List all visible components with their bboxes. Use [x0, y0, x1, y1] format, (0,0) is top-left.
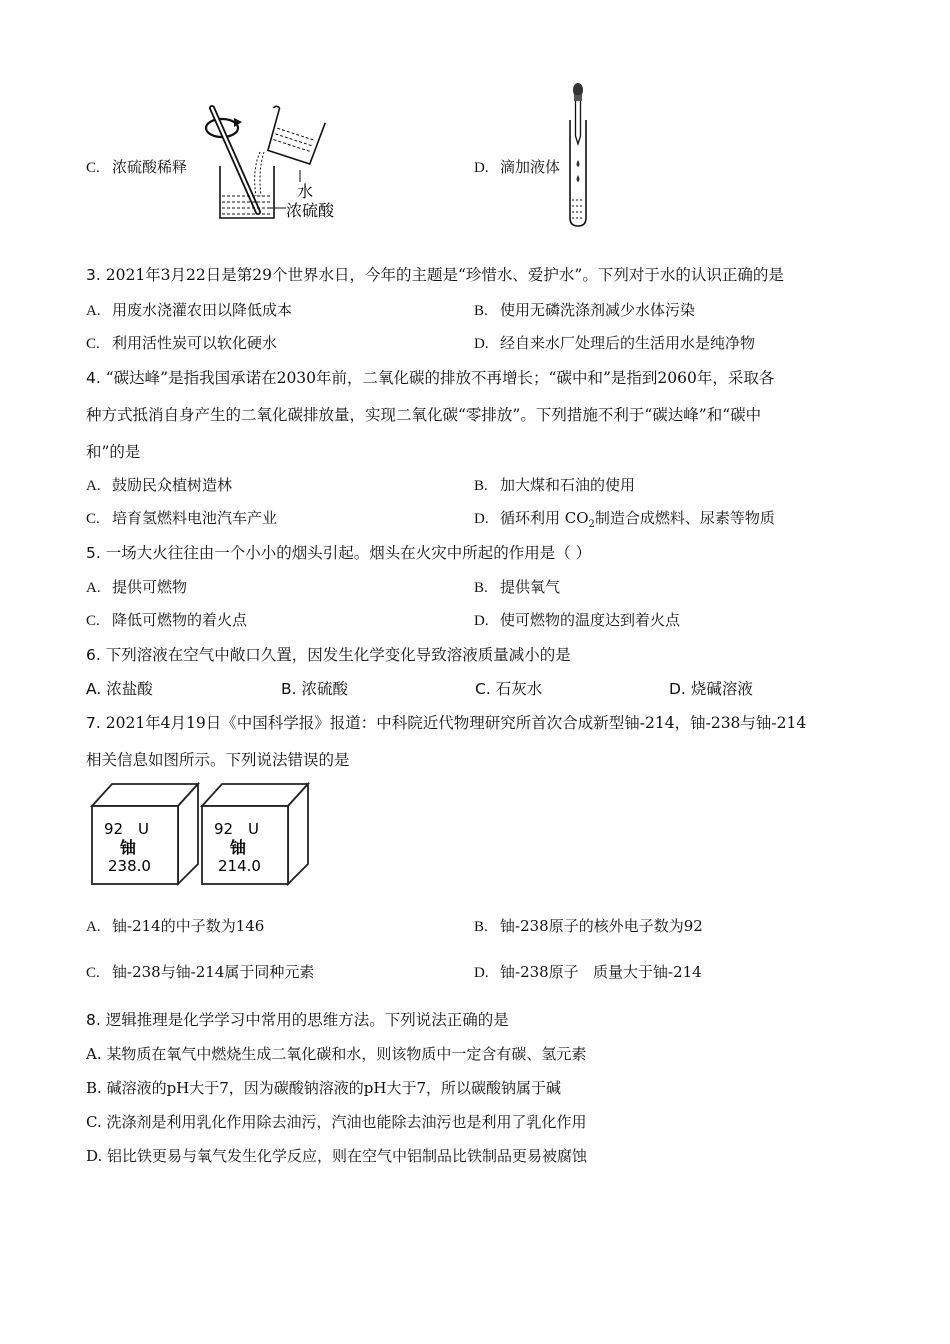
option-label: A.: [86, 919, 101, 935]
atomic-mass: 238.0: [108, 857, 151, 875]
q6-option-a[interactable]: [86, 677, 153, 699]
option-text: 使可燃物的温度达到着火点: [500, 611, 681, 629]
pouring-beaker: [260, 105, 325, 164]
option-text: 铝比铁更易与氧气发生化学反应，则在空气中铝制品比铁制品更易被腐蚀: [107, 1147, 588, 1165]
q7-stem-line-2: 相关信息如图所示。下列说法错误的是: [86, 751, 350, 769]
q4-stem-line-2: 种方式抵消自身产生的二氧化碳排放量，实现二氧化碳“零排放”。下列措施不利于“碳达峰”和“碳中: [86, 406, 762, 424]
option-label: C.: [475, 680, 491, 698]
q2-option-c: [86, 156, 187, 177]
q4-option-c[interactable]: [86, 507, 277, 528]
option-text: 培育氢燃料电池汽车产业: [112, 509, 278, 527]
atomic-number: 92: [104, 820, 124, 838]
q7-option-d[interactable]: [474, 961, 702, 982]
dropper-figure: [560, 78, 600, 230]
option-label: B.: [474, 478, 488, 494]
option-text: 铀-214的中子数为146: [112, 917, 265, 935]
question-number: 6.: [86, 646, 101, 664]
q4-option-b[interactable]: [474, 474, 635, 495]
q6-option-d[interactable]: [669, 677, 753, 699]
option-label: B.: [86, 1079, 102, 1097]
question-number: 7.: [86, 714, 101, 732]
q4-option-d[interactable]: [474, 507, 775, 530]
option-text: 浓硫酸: [301, 680, 349, 698]
q3-option-b[interactable]: [474, 299, 695, 320]
element-symbol: U: [248, 820, 259, 838]
element-card-u238: [92, 784, 198, 884]
option-text: 加大煤和石油的使用: [500, 476, 636, 494]
option-text: 提供可燃物: [112, 578, 188, 596]
option-text: 铀-238原子 质量大于铀-214: [500, 963, 702, 981]
q8-option-d[interactable]: [86, 1145, 587, 1166]
water-label: 水: [297, 182, 314, 201]
option-label: B.: [474, 919, 488, 935]
option-label: D.: [474, 511, 489, 527]
dropper-bulb: [573, 83, 583, 97]
option-text: 循环利用 CO: [500, 509, 589, 527]
option-label: A.: [86, 1045, 102, 1063]
option-label: D.: [474, 965, 489, 981]
atomic-number: 92: [214, 820, 234, 838]
question-number: 5.: [86, 544, 101, 562]
question-text: 2021年3月22日是第29个世界水日，今年的主题是“珍惜水、爱护水”。下列对于水的认识正确的是: [105, 266, 784, 284]
option-label: A.: [86, 303, 101, 319]
option-label: C.: [86, 1113, 102, 1131]
option-label: B.: [474, 303, 488, 319]
option-text: 铀-238原子的核外电子数为92: [500, 917, 703, 935]
q6-stem: [86, 643, 571, 665]
q3-option-c[interactable]: [86, 332, 277, 353]
q5-option-a[interactable]: [86, 576, 187, 597]
acid-label: 浓硫酸: [286, 201, 335, 220]
option-text: 经自来水厂处理后的生活用水是纯净物: [500, 334, 756, 352]
option-text-rest: 制造合成燃料、尿素等物质: [594, 509, 775, 527]
question-text: 下列溶液在空气中敞口久置，因发生化学变化导致溶液质量减小的是: [105, 646, 571, 664]
question-number: 8.: [86, 1011, 101, 1029]
q7-stem-line-1: [86, 711, 806, 733]
q6-option-c[interactable]: [475, 677, 542, 699]
option-text: 鼓励民众植树造林: [112, 476, 233, 494]
option-text: 滴加液体: [500, 158, 561, 176]
element-card-u214: [202, 784, 308, 884]
option-label: A.: [86, 478, 101, 494]
question-text: 2021年4月19日《中国科学报》报道：中科院近代物理研究所首次合成新型铀-214，铀-238与铀-214: [105, 714, 807, 732]
q4-option-a[interactable]: [86, 474, 232, 495]
q5-option-b[interactable]: [474, 576, 560, 597]
option-text: 烧碱溶液: [690, 680, 753, 698]
option-text: 洗涤剂是利用乳化作用除去油污，汽油也能除去油污也是利用了乳化作用: [106, 1113, 587, 1131]
option-text: 浓盐酸: [106, 680, 153, 698]
option-label: B.: [474, 580, 488, 596]
test-tube: [570, 120, 586, 226]
element-name: 铀: [120, 838, 137, 857]
question-text: “碳达峰”是指我国承诺在2030年前，二氧化碳的排放不再增长；“碳中和”是指到2060年，采取各: [105, 369, 775, 387]
q6-option-b[interactable]: [281, 677, 348, 699]
q3-option-a[interactable]: [86, 299, 292, 320]
q5-stem: [86, 541, 591, 563]
sulfuric-acid-dilution-figure: [190, 100, 350, 225]
option-label: C.: [86, 613, 100, 629]
question-text: 逻辑推理是化学学习中常用的思维方法。下列说法正确的是: [105, 1011, 509, 1029]
option-label: D.: [474, 160, 489, 176]
option-text: 碱溶液的pH大于7，因为碳酸钠溶液的pH大于7，所以碳酸钠属于碱: [106, 1079, 562, 1097]
option-label: D.: [86, 1147, 103, 1165]
option-text: 使用无磷洗涤剂减少水体污染: [500, 301, 696, 319]
option-label: D.: [669, 680, 686, 698]
option-text: 某物质在氧气中燃烧生成二氧化碳和水，则该物质中一定含有碳、氢元素: [106, 1045, 587, 1063]
q7-option-c[interactable]: [86, 961, 314, 982]
option-text: 浓硫酸稀释: [112, 158, 188, 176]
question-number: 4.: [86, 369, 101, 387]
element-cards-figure: [88, 778, 310, 888]
option-label: A.: [86, 680, 102, 698]
q4-stem-line-3: 和”的是: [86, 443, 141, 461]
subscript: 2: [588, 519, 595, 530]
q7-option-a[interactable]: [86, 915, 264, 936]
q3-option-d[interactable]: [474, 332, 755, 353]
option-text: 提供氧气: [500, 578, 561, 596]
option-label: D.: [474, 613, 489, 629]
option-text: 石灰水: [495, 680, 543, 698]
option-text: 降低可燃物的着火点: [112, 611, 248, 629]
option-text: 铀-238与铀-214属于同种元素: [112, 963, 315, 981]
q3-stem: [86, 263, 784, 285]
q8-option-c[interactable]: [86, 1111, 587, 1132]
element-symbol: U: [138, 820, 149, 838]
q7-option-b[interactable]: [474, 915, 703, 936]
option-label: A.: [86, 580, 101, 596]
question-number: 3.: [86, 266, 101, 284]
atomic-mass: 214.0: [218, 857, 261, 875]
option-label: C.: [86, 160, 100, 176]
element-name: 铀: [230, 838, 247, 857]
q8-option-b[interactable]: [86, 1077, 561, 1098]
q4-stem-line-1: [86, 366, 774, 388]
q5-option-d[interactable]: [474, 609, 680, 630]
option-text: 利用活性炭可以软化硬水: [112, 334, 278, 352]
q8-stem: [86, 1008, 509, 1030]
q5-option-c[interactable]: [86, 609, 247, 630]
option-label: D.: [474, 336, 489, 352]
option-label: C.: [86, 336, 100, 352]
option-text: 用废水浇灌农田以降低成本: [112, 301, 293, 319]
option-label: C.: [86, 511, 100, 527]
option-label: B.: [281, 680, 297, 698]
option-label: C.: [86, 965, 100, 981]
question-text: 一场大火往往由一个小小的烟头引起。烟头在火灾中所起的作用是（ ）: [105, 544, 592, 562]
q8-option-a[interactable]: [86, 1043, 586, 1064]
q2-option-d: [474, 156, 560, 177]
